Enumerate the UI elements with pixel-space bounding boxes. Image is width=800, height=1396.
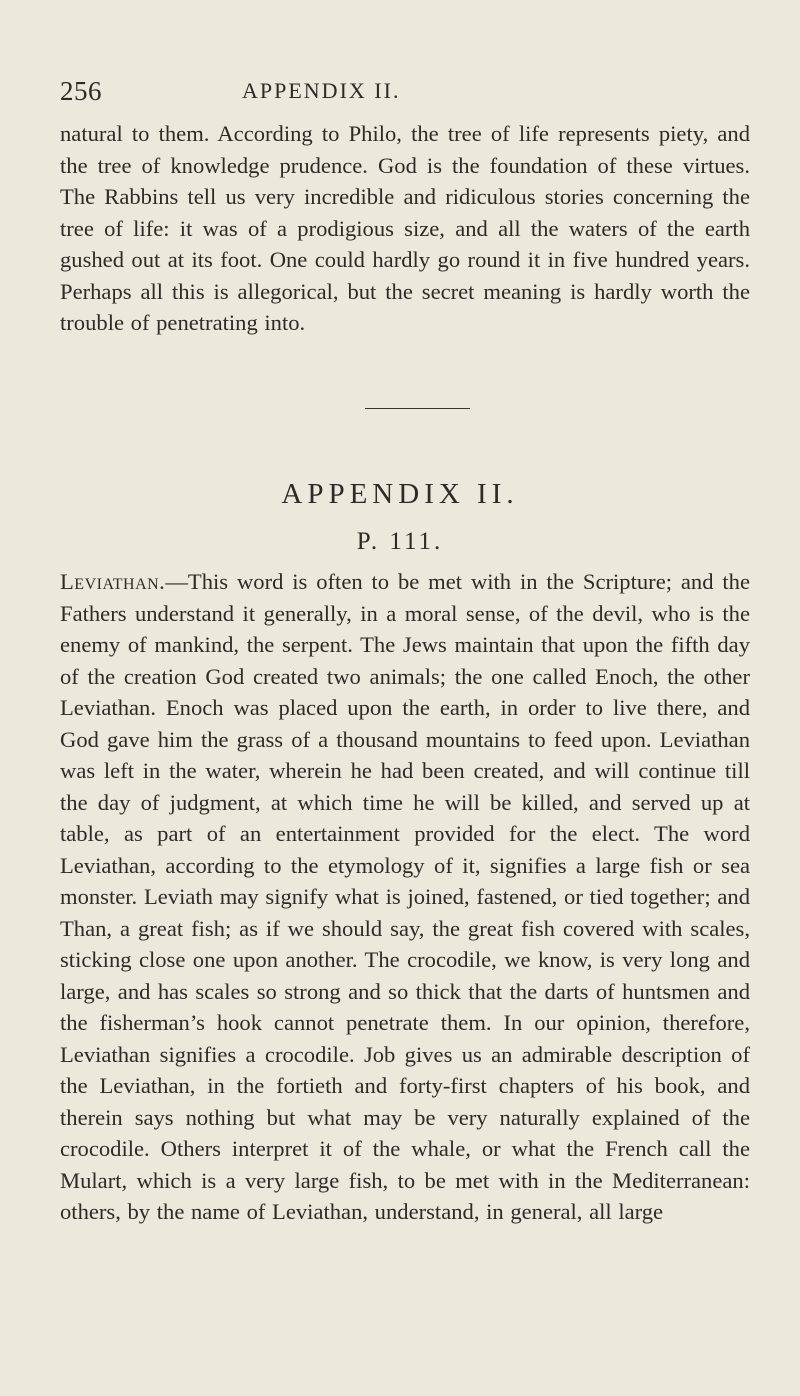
running-head [60, 76, 750, 116]
leviathan-body: —This word is often to be met with in the Scripture; and the Fathers understand it generally, in a moral sense, of the devil, who is the enemy of mankind, the serpent. The Jews maintain that upon the fifth day of the creation God created two animals; the one called Enoch, the other Leviathan. Enoch was placed upon the earth, in order to live there, and God gave him the grass of a thousand mountains to feed upon. Leviathan was left in the water, wherein he had been created, and will continue till the day of judgment, at which time he will be killed, and served up at table, as part of an entertainment provided for the elect. The word Leviathan, according to the etymology of it, signifies a large fish or sea monster. Leviath may signify what is joined, fastened, or tied together; and Than, a great fish; as if we should say, the great fish covered with scales, sticking close one upon another. The crocodile, we know, is very long and large, and has scales so strong and so thick that the darts of huntsmen and the fisherman’s hook cannot penetrate them. In our opinion, therefore, Leviathan signifies a crocodile. Job gives us an admirable description of the Leviathan, in the fortieth and forty-first chapters of his book, and therein says nothing but what may be very naturally explained of the crocodile. Others interpret it of the whale, or what the French call the Mulart, which is a very large fish, to be met with in the Mediterranean: others, by the name of Leviathan, understand, in general, all large [60, 569, 750, 1224]
paragraph-leviathan [60, 566, 750, 1228]
headword-leviathan: Leviathan. [60, 569, 166, 594]
page-number: 256 [60, 76, 102, 106]
paragraph-tree-of-life: natural to them. According to Philo, the tree of life represents piety, and the tree of knowledge prudence. God is the foundation of these virtues. The Rabbins tell us very incredible and ridiculous stories concerning the tree of life: it was of a prodigious size, and all the waters of the earth gushed out at its foot. One could hardly go round it in five hundred years. Perhaps all this is allegorical, but the secret meaning is hardly worth the trouble of penetrating into. [60, 121, 750, 335]
running-title: APPENDIX II. [242, 78, 401, 103]
section-divider [365, 408, 470, 409]
page-reference: P. 111. [356, 528, 444, 555]
appendix-heading: APPENDIX II. [281, 478, 519, 510]
